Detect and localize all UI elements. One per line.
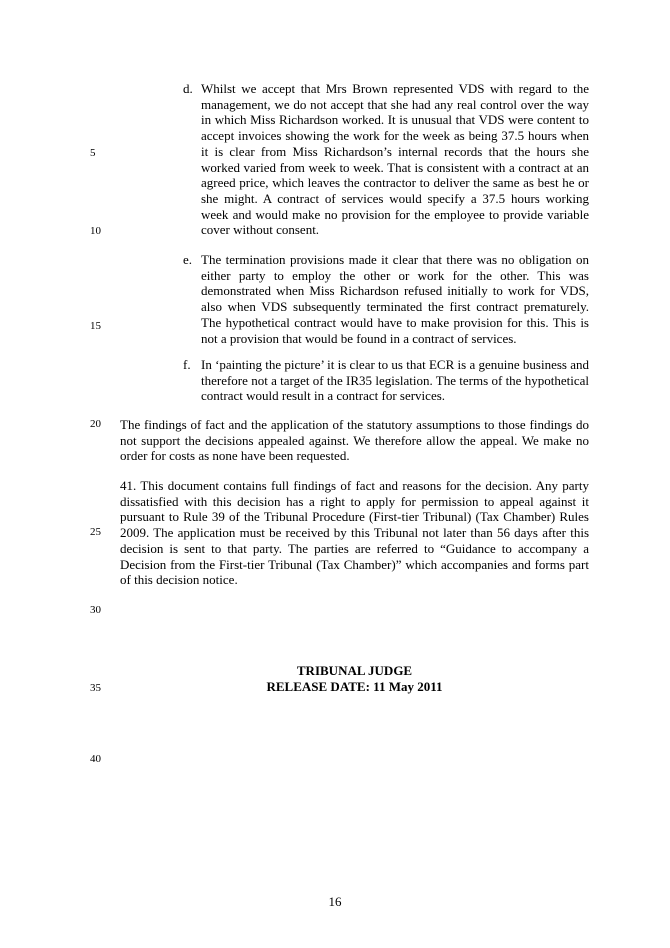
item-marker-f: f. xyxy=(183,357,191,372)
release-date: RELEASE DATE: 11 May 2011 xyxy=(266,679,443,694)
line-number-20: 20 xyxy=(90,418,101,430)
item-e-text: The termination provisions made it clear that there was no obligation on either party to employ the other or work for the other. This was demonstrated when Miss Richardson refused initially to work for VDS, also when VDS subsequently terminated the first contract prematurely. The hypothetical contract would have to make provision for this. This is not a provision that would be found in a contract of services. xyxy=(201,252,589,346)
line-number-30: 30 xyxy=(90,604,101,616)
tribunal-judge-title: TRIBUNAL JUDGE xyxy=(296,663,413,678)
line-number-5: 5 xyxy=(90,147,96,159)
line-number-40: 40 xyxy=(90,753,101,765)
conclusion-paragraph: The findings of fact and the application of the statutory assumptions to those findings do not support the decisions appealed against. We therefore allow the appeal. We make no order for costs as none have been requested. xyxy=(120,417,589,464)
line-number-35: 35 xyxy=(90,682,101,694)
line-number-25: 25 xyxy=(90,526,101,538)
item-marker-d: d. xyxy=(183,81,193,96)
item-marker-e: e. xyxy=(183,252,193,267)
item-d-text: Whilst we accept that Mrs Brown represented VDS with regard to the management, we do not accept that she had any real control over the way in which Miss Richardson worked. It is unusual that VDS were content to accept invoices showing the work for the week as being 37.5 hours when it is clear from Miss Richardson’s internal records that the hours she worked varied from week to week. That is consistent with a contract at an agreed price, which leaves the contractor to deliver the same as best he or she might. A contract of services would specify a 37.5 hours working week and would make no provision for the employee to provide variable cover without consent. xyxy=(201,81,589,238)
item-f-text: In ‘painting the picture’ it is clear to us that ECR is a genuine business and therefore not a target of the IR35 legislation. The terms of the hypothetical contract would result in a contract for services. xyxy=(201,357,589,404)
page-number: 16 xyxy=(328,894,342,909)
line-number-10: 10 xyxy=(90,225,101,237)
appeal-rights-paragraph: 41. This document contains full findings of fact and reasons for the decision. Any party dissatisfied with this decision has a right to apply for permission to appeal against it pursuant to Rule 39 of the Tribunal Procedure (First-tier Tribunal) (Tax Chamber) Rules 2009. The application must be received by this Tribunal not later than 56 days after this decision is sent to that party. The parties are referred to “Guidance to accompany a Decision from the First-tier Tribunal (Tax Chamber)” which accompanies and forms part of this decision notice. xyxy=(120,478,589,588)
line-number-15: 15 xyxy=(90,320,101,332)
